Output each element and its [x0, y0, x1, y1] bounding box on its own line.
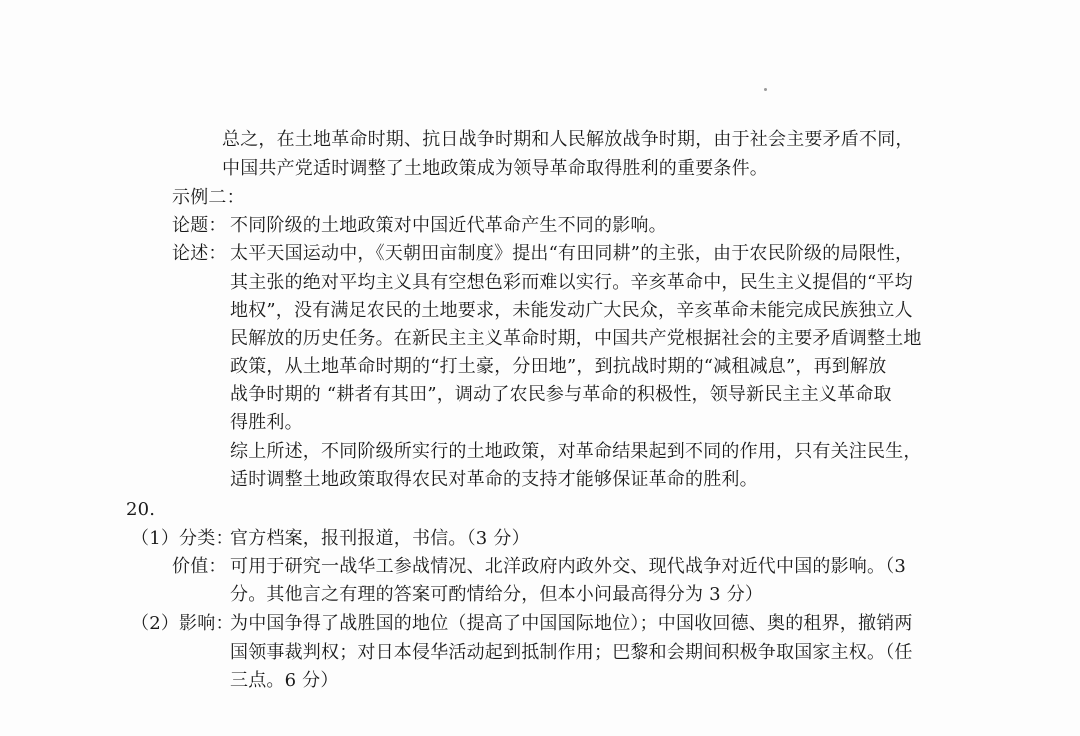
- part2-line-2: 国领事裁判权；对日本侵华活动起到抵制作用；巴黎和会期间积极争取国家主权。（任: [230, 642, 913, 663]
- argument-line-7: 得胜利。: [230, 412, 303, 433]
- part2-line-1: 为中国争得了战胜国的地位（提高了中国国际地位）；中国收回德、奥的租界，撤销两: [230, 613, 913, 634]
- part2-label: （2）影响：: [131, 613, 234, 634]
- summary-line-2: 中国共产党适时调整了土地政策成为领导革命取得胜利的重要条件。: [222, 158, 768, 179]
- part1-value-line-1: 可用于研究一战华工参战情况、北洋政府内政外交、现代战争对近代中国的影响。（3: [230, 556, 907, 577]
- summary-line-1: 总之，在土地革命时期、抗日战争时期和人民解放战争时期，由于社会主要矛盾不同，: [222, 129, 914, 150]
- part2-line-3: 三点。6 分）: [230, 670, 339, 691]
- conclusion-line-2: 适时调整土地政策取得农民对革命的支持才能够保证革命的胜利。: [230, 469, 758, 490]
- part1-value-line-2: 分。其他言之有理的答案可酌情给分，但本小问最高得分为 3 分）: [230, 584, 764, 605]
- conclusion-line-1: 综上所述，不同阶级所实行的土地政策，对革命结果起到不同的作用，只有关注民生，: [230, 441, 922, 462]
- part1-value-label: 价值：: [172, 556, 227, 577]
- thesis-text: 不同阶级的土地政策对中国近代革命产生不同的影响。: [230, 215, 667, 236]
- argument-line-3: 地权”，没有满足农民的土地要求，未能发动广大民众，辛亥革命未能完成民族独立人: [230, 300, 913, 321]
- argument-line-1: 太平天国运动中，《天朝田亩制度》提出“有田同耕”的主张，由于农民阶级的局限性，: [230, 243, 914, 264]
- argument-line-4: 民解放的历史任务。在新民主主义革命时期，中国共产党根据社会的主要矛盾调整土地: [230, 328, 922, 349]
- thesis-label: 论题：: [172, 215, 227, 236]
- question-number: 20.: [126, 499, 156, 520]
- scan-speck: [764, 88, 767, 91]
- part1-label: （1）分类：: [131, 528, 234, 549]
- argument-label: 论述：: [172, 243, 227, 264]
- argument-line-5: 政策，从土地革命时期的“打土豪，分田地”，到抗战时期的“减租减息”，再到解放: [230, 356, 887, 377]
- part1-text: 官方档案，报刊报道，书信。（3 分）: [230, 528, 530, 549]
- argument-line-2: 其主张的绝对平均主义具有空想色彩而难以实行。辛亥革命中，民生主义提倡的“平均: [230, 272, 913, 293]
- example-heading: 示例二：: [172, 187, 245, 208]
- argument-line-6: 战争时期的 “耕者有其田”，调动了农民参与革命的积极性，领导新民主主义革命取: [230, 384, 892, 405]
